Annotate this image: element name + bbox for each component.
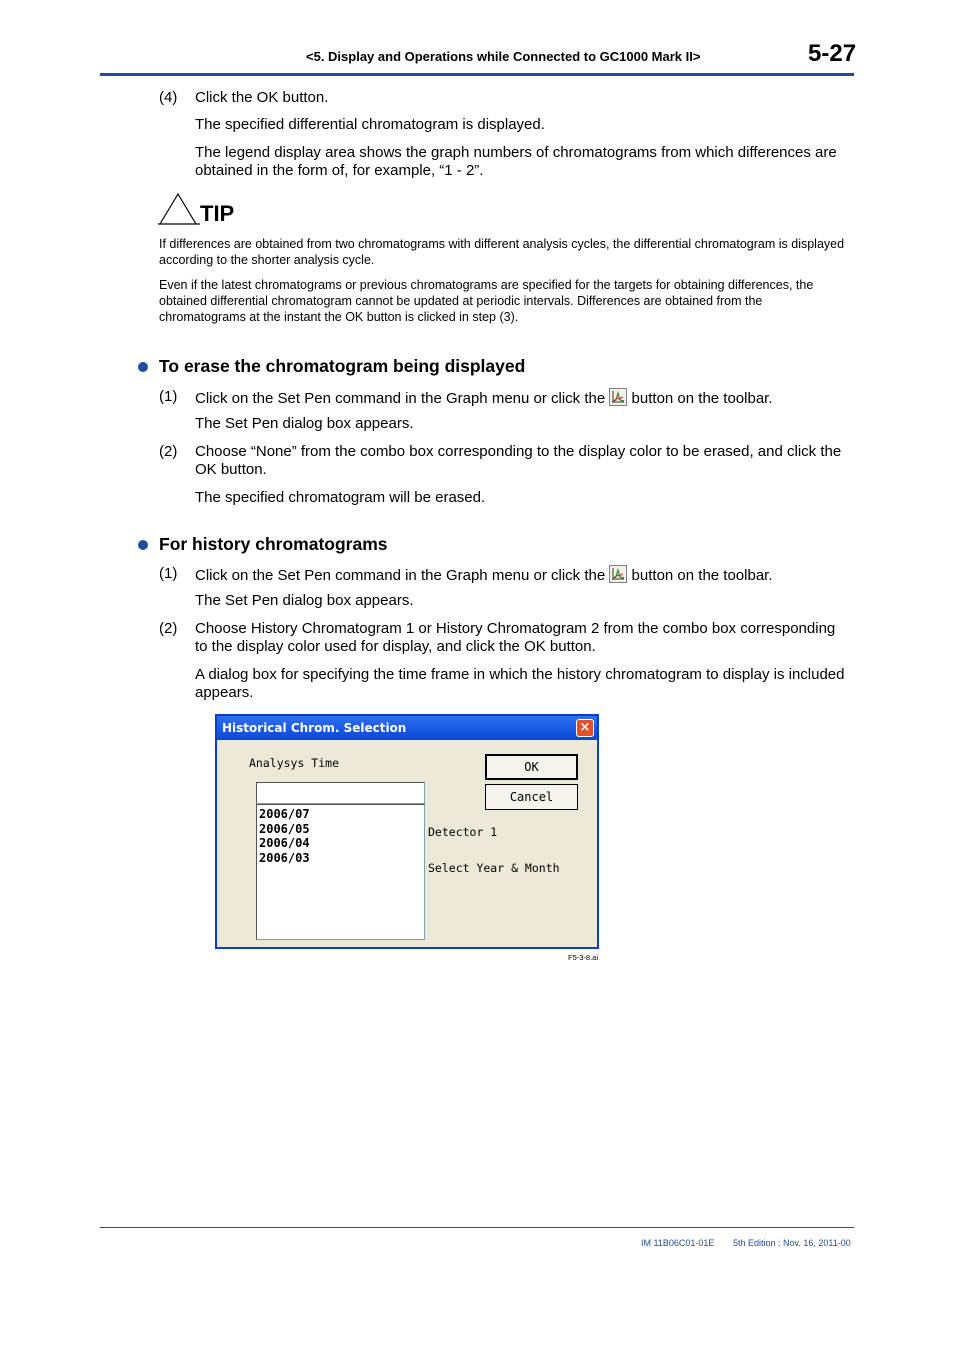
dialog-title: Historical Chrom. Selection: [222, 721, 407, 735]
step-number: (1): [159, 565, 178, 582]
historical-chrom-selection-dialog: [215, 714, 599, 949]
step-number: (1): [159, 388, 178, 405]
list-item[interactable]: 2006/03: [259, 850, 310, 865]
header-rule: [100, 73, 854, 76]
step-number: (2): [159, 443, 178, 460]
step-result: A dialog box for specifying the time frame in which the history chromatogram to display is included appears.: [195, 666, 845, 701]
bullet-icon: [138, 362, 148, 372]
set-pen-toolbar-icon: [609, 565, 627, 583]
step-text: Choose “None” from the combo box corresponding to the display color to be erased, and click the OK button.: [195, 443, 842, 478]
step-result: The Set Pen dialog box appears.: [195, 592, 414, 609]
set-pen-toolbar-icon: [609, 388, 627, 406]
step-result: The legend display area shows the graph numbers of chromatograms from which differences are obtained in the form of, for example, “1 - 2”.: [195, 144, 837, 179]
page-number: 5-27: [808, 40, 857, 67]
step-result: The Set Pen dialog box appears.: [195, 415, 414, 432]
step-text: Choose History Chromatogram 1 or History Chromatogram 2 from the combo box corresponding to the display color used for display, and click the OK button.: [195, 620, 836, 655]
footer-rule: [100, 1227, 854, 1228]
chapter-title: <5. Display and Operations while Connected to GC1000 Mark II>: [306, 49, 701, 64]
ok-button[interactable]: OK: [485, 754, 578, 780]
edition-info: 5th Edition : Nov. 16, 2011-00: [733, 1238, 851, 1248]
list-item[interactable]: 2006/07: [259, 807, 310, 821]
bullet-icon: [138, 540, 148, 550]
select-year-month-label: Select Year & Month: [428, 861, 560, 875]
step-text: Click the OK button.: [195, 89, 329, 106]
analysis-time-list[interactable]: [256, 804, 425, 940]
step-number: (2): [159, 620, 178, 637]
analysis-time-input[interactable]: [256, 782, 425, 804]
close-icon[interactable]: ×: [576, 719, 594, 737]
document-id: IM 11B06C01-01E: [641, 1238, 715, 1248]
figure-id: F5-3-8.ai: [568, 953, 599, 962]
step-number: (4): [159, 89, 178, 106]
step-text-part: Click on the Set Pen command in the Graph menu or click the: [195, 390, 606, 407]
tip-paragraph: If differences are obtained from two chromatograms with different analysis cycles, the differential chromatogram is displayed according to the shorter analysis cycle.: [159, 237, 845, 267]
step-text: [195, 388, 845, 408]
step-result: The specified differential chromatogram is displayed.: [195, 116, 545, 133]
cancel-button[interactable]: Cancel: [485, 784, 578, 810]
analysis-time-label: Analysys Time: [249, 756, 340, 770]
section-heading: To erase the chromatogram being displayed: [159, 356, 526, 376]
tip-label: TIP: [200, 201, 235, 226]
step-text-part: button on the toolbar.: [631, 390, 773, 407]
step-result: The specified chromatogram will be erased.: [195, 489, 486, 506]
list-item[interactable]: 2006/05: [259, 821, 310, 836]
step-text-part: Click on the Set Pen command in the Graph menu or click the: [195, 567, 606, 584]
section-heading: For history chromatograms: [159, 534, 388, 554]
tip-triangle-icon: [158, 192, 200, 226]
detector-label: Detector 1: [428, 825, 498, 839]
list-item[interactable]: 2006/04: [259, 836, 310, 850]
step-text: [195, 565, 845, 585]
tip-paragraph: Even if the latest chromatograms or previous chromatograms are specified for the targets for obtaining differences, the obtained differential chromatogram cannot be updated at periodic intervals. Differences are obtained from the chromatograms at the instant the OK button is clicked in step (3).: [159, 278, 814, 324]
dialog-title-bar[interactable]: [217, 716, 597, 740]
step-text-part: button on the toolbar.: [631, 567, 773, 584]
